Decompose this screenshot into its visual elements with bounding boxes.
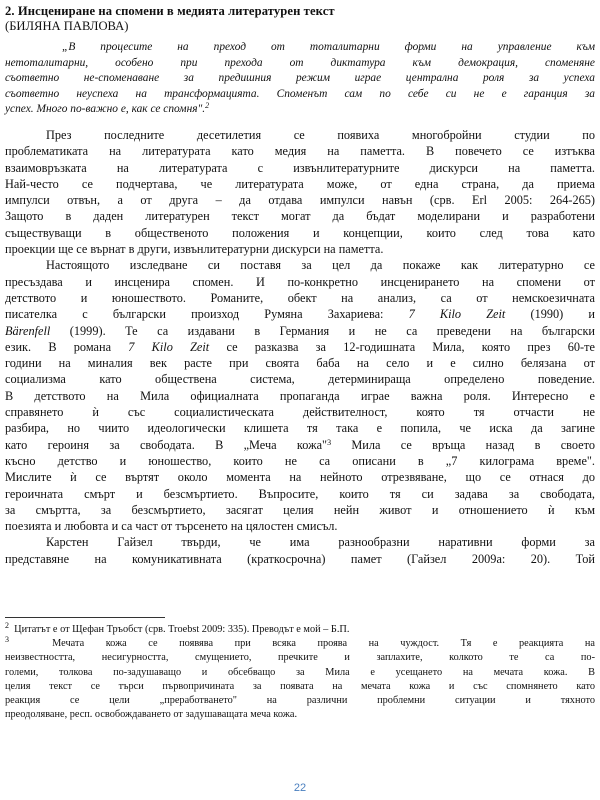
footnote-line: преодоляване, респ. освобождаването от задушаващата меча кожа. [5, 709, 298, 721]
paragraph-line: години на миналия век расте при своята баба на село и е силно белязана от [5, 356, 595, 371]
paragraph-line: проекции ще се върнат в други, извънлитературни дискурси на паметта. [5, 242, 384, 257]
epigraph-line: нетоталитарни, особено при прехода от диктатура към демокрация, споменяне [5, 56, 595, 69]
paragraph-line: социализма като обществена система, детерминираща определено поведение. [5, 372, 595, 387]
paragraph-line: проблематиката на литературата като медия на паметта. В повечето се изтъква [5, 144, 595, 159]
footnotes [5, 623, 595, 722]
book-title: 7 Kilo Zeit [408, 307, 506, 322]
body-text [5, 127, 595, 567]
paragraph-line: Настоящото изследване си поставя за цел да покаже как литературно се [46, 258, 595, 273]
paragraph-line: поезията и любовта и са част от търсенето на цялостен смисъл. [5, 519, 338, 534]
paragraph-line: импулси отвън, а от друга – да отдава импулси навън (срв. Erl 2005: 264-265) [5, 193, 595, 208]
paragraph-line: език. В романа 7 Kilo Zeit се разказва за 12-годишната Мила, която през 60-те [5, 339, 595, 354]
paragraph-line: взаимовръзката на литературата с извънлитературните дискурси на паметта. [5, 160, 595, 175]
footnote-line: неизвестността, несигурността, смущението, пречките и заплахите, колкото те са по- [5, 652, 595, 664]
paragraph-line: Карстен Гайзел твърди, че има разнообразни наративни форми за [46, 535, 595, 550]
paragraph-line: справянето ѝ със социалистическата действителност, която тя отчасти не [5, 405, 595, 420]
epigraph-line: съответно неуспеха на трансформацията. Споменът сам по себе си не е гаранция за [5, 87, 595, 100]
epigraph-line: „В процесите на преход от тоталитарни форми на управление към [62, 41, 595, 53]
footnote-ref-2: 2 [205, 101, 210, 111]
paragraph-line: героичната смърт и безсмъртието. Въпросите, които тя си задава за свободата, [5, 486, 595, 501]
paragraph-line: През последните десетилетия се появиха многобройни студии по [46, 128, 595, 142]
footnote-separator [5, 617, 165, 618]
epigraph-line: съответно не-споменаване за предишния режим играе централна роля за успеха [5, 72, 595, 85]
paragraph-line: представяне на комуникативната (краткосрочна) памет (Гайзел 2009а: 20). Той [5, 551, 595, 566]
paragraph-line: съществуващи в общественото положения и концепции, които след това като [5, 225, 595, 240]
book-title: 7 Kilo Zeit [128, 339, 210, 354]
author-name: (БИЛЯНА ПАВЛОВА) [5, 19, 129, 33]
paragraph-line: разбира, но чиито идеологически клишета тя така е попила, че иска да загине [5, 421, 595, 436]
epigraph-quote [5, 40, 595, 118]
paragraph-line: Bärenfell (1999). Те са издавани в Германия и не са преведени на български [5, 323, 595, 338]
book-title: Bärenfell [5, 323, 51, 338]
paragraph-line: В детството на Мила официалната пропаганда играе важна роля. Интересно е [5, 388, 595, 403]
paragraph-line: пресъздава и инсценира спомен. И по-конкретно инсценирането на спомени от [5, 274, 595, 289]
footnote-line: реакция се цели „преработването" на различни проблемни ситуации и тяхното [5, 694, 595, 706]
section-heading: 2. Инсцениране на спомени в медията литературен текст [5, 4, 335, 18]
footnote-2: $^2$ Цитатът е от Щефан Тръобст (срв. Troebst 2009: 335). Преводът е мой – Б.П. [5, 621, 350, 635]
footnote-ref-3: 3 [327, 437, 332, 447]
paragraph-line: Защото в даден литературен текст могат да бъдат моделирани и разработени [5, 209, 595, 224]
page-number: 22 [293, 782, 307, 794]
paragraph-line: за смъртта, за безсмъртието, засягат целия нейн живот и отношението ѝ към [5, 502, 595, 517]
paragraph-line: детството и юношеството. Романите, обект на анализ, са от немскоезичната [5, 290, 595, 305]
paragraph-line: Мислите ѝ се въртят около момента на нейното отрезвяване, що се отнася до [5, 470, 595, 485]
footnote-mark: 3 [5, 635, 9, 645]
footnote-line: големи, толкова по-задушаващо и обсебващо за Мила е усещането на мечата кожа. В [5, 666, 595, 678]
footnote-3: $^3$ Мечата кожа се появява при всяка проява на чуждост. Тя е реакцията на [5, 635, 595, 650]
paragraph-line: късно детство и юношество, които не са описани в „7 килограма време". [5, 453, 595, 468]
epigraph-line: успех. Много по-важно е, как се спомня".$^2$ [5, 101, 210, 116]
paragraph-line: писателка с български произход Румяна Захариева: 7 Kilo Zeit (1990) и [5, 307, 595, 322]
paragraph-line: като героиня за свободата. В „Меча кожа"$^3$ Мила се връща назад в своето [5, 437, 595, 452]
paragraph-line: Най-често се подчертава, че литературата може, от една страна, да приема [5, 176, 595, 191]
footnote-line: целия текст се търси първопричината за появата на мечата кожа и със спомнянето като [5, 680, 595, 692]
footnote-mark: 2 [5, 621, 9, 630]
